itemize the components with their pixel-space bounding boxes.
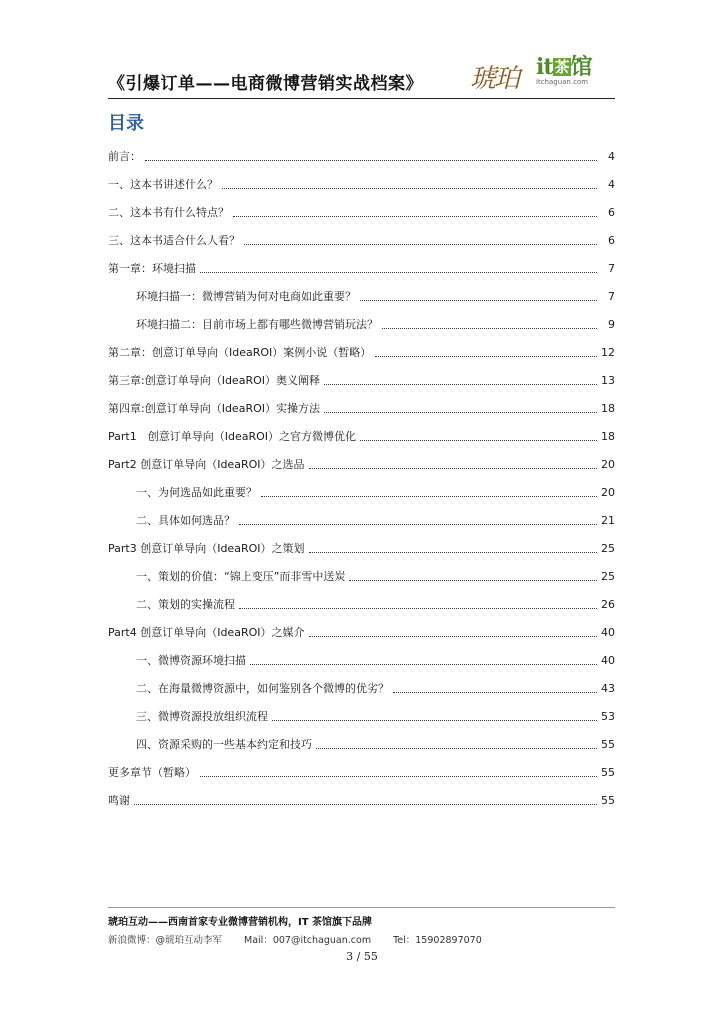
toc-leader-dots — [375, 355, 597, 357]
toc-entry[interactable] — [108, 587, 615, 615]
toc-entry-label: 三、微博资源投放组织流程 — [136, 710, 268, 723]
toc-entry[interactable] — [108, 559, 615, 587]
toc-entry-label: 第三章:创意订单导向（IdeaROI）奥义阐释 — [108, 374, 320, 387]
logo-cha-text: 茶 — [554, 58, 569, 76]
toc-leader-dots — [360, 439, 597, 441]
toc-leader-dots — [272, 719, 597, 721]
toc-leader-dots — [324, 383, 597, 385]
toc-entry-label: 三、这本书适合什么人看？ — [108, 234, 240, 247]
toc-entry[interactable] — [108, 223, 615, 251]
toc-entry-page: 53 — [601, 710, 615, 723]
toc-leader-dots — [222, 187, 597, 189]
logo-it-text: it — [536, 54, 553, 80]
toc-entry[interactable] — [108, 363, 615, 391]
footer-mail: Mail：007@itchaguan.com — [244, 935, 372, 946]
toc-entry[interactable] — [108, 167, 615, 195]
toc-entry-page: 40 — [601, 626, 615, 639]
toc-leader-dots — [309, 551, 598, 553]
logo-url: itchaguan.com — [536, 78, 589, 86]
toc-entry-label: 第二章：创意订单导向（IdeaROI）案例小说（暂略） — [108, 346, 372, 359]
toc-leader-dots — [349, 579, 597, 581]
toc-entry-page: 4 — [608, 178, 615, 191]
toc-heading: 目录 — [108, 113, 144, 134]
toc-entry-label: 四、资源采购的一些基本约定和技巧 — [136, 738, 312, 751]
toc-entry-label: 二、具体如何选品？ — [136, 514, 235, 527]
toc-entry-page: 55 — [601, 794, 615, 807]
toc-leader-dots — [200, 271, 597, 273]
toc-entry[interactable] — [108, 671, 615, 699]
toc-entry[interactable] — [108, 447, 615, 475]
toc-entry-label: 第四章:创意订单导向（IdeaROI）实操方法 — [108, 402, 320, 415]
toc-entry-page: 7 — [608, 290, 615, 303]
toc-entry-page: 55 — [601, 738, 615, 751]
toc-entry-page: 20 — [601, 458, 615, 471]
toc-leader-dots — [360, 299, 597, 301]
toc-entry-page: 20 — [601, 486, 615, 499]
toc-leader-dots — [244, 243, 597, 245]
toc-entry-label: Part1 创意订单导向（IdeaROI）之官方微博优化 — [108, 430, 356, 443]
toc-entry-label: 一、这本书讲述什么？ — [108, 178, 218, 191]
footer-tel: Tel：15902897070 — [393, 935, 482, 946]
toc-entry-page: 40 — [601, 654, 615, 667]
toc-entry-page: 4 — [608, 150, 615, 163]
toc-leader-dots — [382, 327, 597, 329]
toc-entry-label: 一、策划的价值：“锦上变压”而非雪中送炭 — [136, 570, 346, 583]
page-footer — [108, 907, 615, 949]
toc-entry[interactable] — [108, 503, 615, 531]
toc-entry-page: 7 — [608, 262, 615, 275]
toc-entry[interactable] — [108, 699, 615, 727]
toc-entry-label: 二、这本书有什么特点？ — [108, 206, 229, 219]
toc-entry[interactable] — [108, 531, 615, 559]
toc-leader-dots — [200, 775, 597, 777]
hupo-logo: 琥珀 — [470, 64, 519, 94]
toc-entry[interactable] — [108, 335, 615, 363]
footer-weibo: 新浪微博：@琥珀互动李军 — [108, 935, 223, 946]
toc-entry[interactable] — [108, 279, 615, 307]
toc-entry-label: 二、策划的实操流程 — [136, 598, 235, 611]
toc-leader-dots — [233, 215, 597, 217]
toc-leader-dots — [309, 635, 598, 637]
toc-entry-page: 13 — [601, 374, 615, 387]
toc-entry-label: 环境扫描二：目前市场上都有哪些微博营销玩法？ — [136, 318, 378, 331]
toc-entry-label: Part2 创意订单导向（IdeaROI）之选品 — [108, 458, 305, 471]
toc-entry[interactable] — [108, 391, 615, 419]
document-title: 《引爆订单——电商微博营销实战档案》 — [108, 74, 423, 94]
toc-entry-page: 9 — [608, 318, 615, 331]
table-of-contents — [108, 139, 615, 811]
toc-entry-page: 55 — [601, 766, 615, 779]
footer-slogan: 琥珀互动——西南首家专业微博营销机构，IT 茶馆旗下品牌 — [108, 917, 373, 928]
toc-entry-page: 43 — [601, 682, 615, 695]
footer-contacts — [108, 933, 615, 949]
toc-entry[interactable] — [108, 643, 615, 671]
toc-leader-dots — [316, 747, 597, 749]
toc-entry[interactable] — [108, 727, 615, 755]
toc-leader-dots — [239, 523, 597, 525]
toc-leader-dots — [393, 691, 597, 693]
toc-entry-label: 前言： — [108, 150, 141, 163]
page-number: 3 / 55 — [346, 950, 378, 963]
itchaguan-logo — [536, 56, 602, 92]
toc-entry[interactable] — [108, 307, 615, 335]
toc-entry[interactable] — [108, 783, 615, 811]
toc-entry-label: 一、微博资源环境扫描 — [136, 654, 246, 667]
toc-entry-label: 鸣谢 — [108, 794, 130, 807]
toc-entry[interactable] — [108, 475, 615, 503]
toc-entry[interactable] — [108, 419, 615, 447]
toc-entry-page: 12 — [601, 346, 615, 359]
toc-entry-page: 18 — [601, 430, 615, 443]
toc-entry-page: 6 — [608, 206, 615, 219]
toc-entry[interactable] — [108, 251, 615, 279]
toc-entry-page: 18 — [601, 402, 615, 415]
toc-leader-dots — [145, 159, 597, 161]
page-header — [108, 56, 615, 99]
toc-entry-label: 二、在海量微博资源中，如何鉴别各个微博的优劣？ — [136, 682, 389, 695]
toc-entry-page: 21 — [601, 514, 615, 527]
toc-entry[interactable] — [108, 139, 615, 167]
logo-guan-text: 馆 — [570, 54, 592, 80]
toc-entry-page: 6 — [608, 234, 615, 247]
toc-entry-page: 25 — [601, 570, 615, 583]
toc-entry[interactable] — [108, 755, 615, 783]
toc-entry-label: 第一章：环境扫描 — [108, 262, 196, 275]
toc-leader-dots — [239, 607, 597, 609]
toc-entry-page: 26 — [601, 598, 615, 611]
toc-leader-dots — [309, 467, 598, 469]
toc-entry[interactable] — [108, 615, 615, 643]
toc-leader-dots — [250, 663, 597, 665]
toc-entry-label: Part3 创意订单导向（IdeaROI）之策划 — [108, 542, 305, 555]
toc-entry-label: 一、为何选品如此重要？ — [136, 486, 257, 499]
toc-entry-label: Part4 创意订单导向（IdeaROI）之媒介 — [108, 626, 305, 639]
toc-leader-dots — [324, 411, 597, 413]
toc-entry-page: 25 — [601, 542, 615, 555]
toc-leader-dots — [261, 495, 597, 497]
toc-leader-dots — [134, 803, 597, 805]
toc-entry-label: 更多章节（暂略） — [108, 766, 196, 779]
toc-entry[interactable] — [108, 195, 615, 223]
toc-entry-label: 环境扫描一：微博营销为何对电商如此重要？ — [136, 290, 356, 303]
